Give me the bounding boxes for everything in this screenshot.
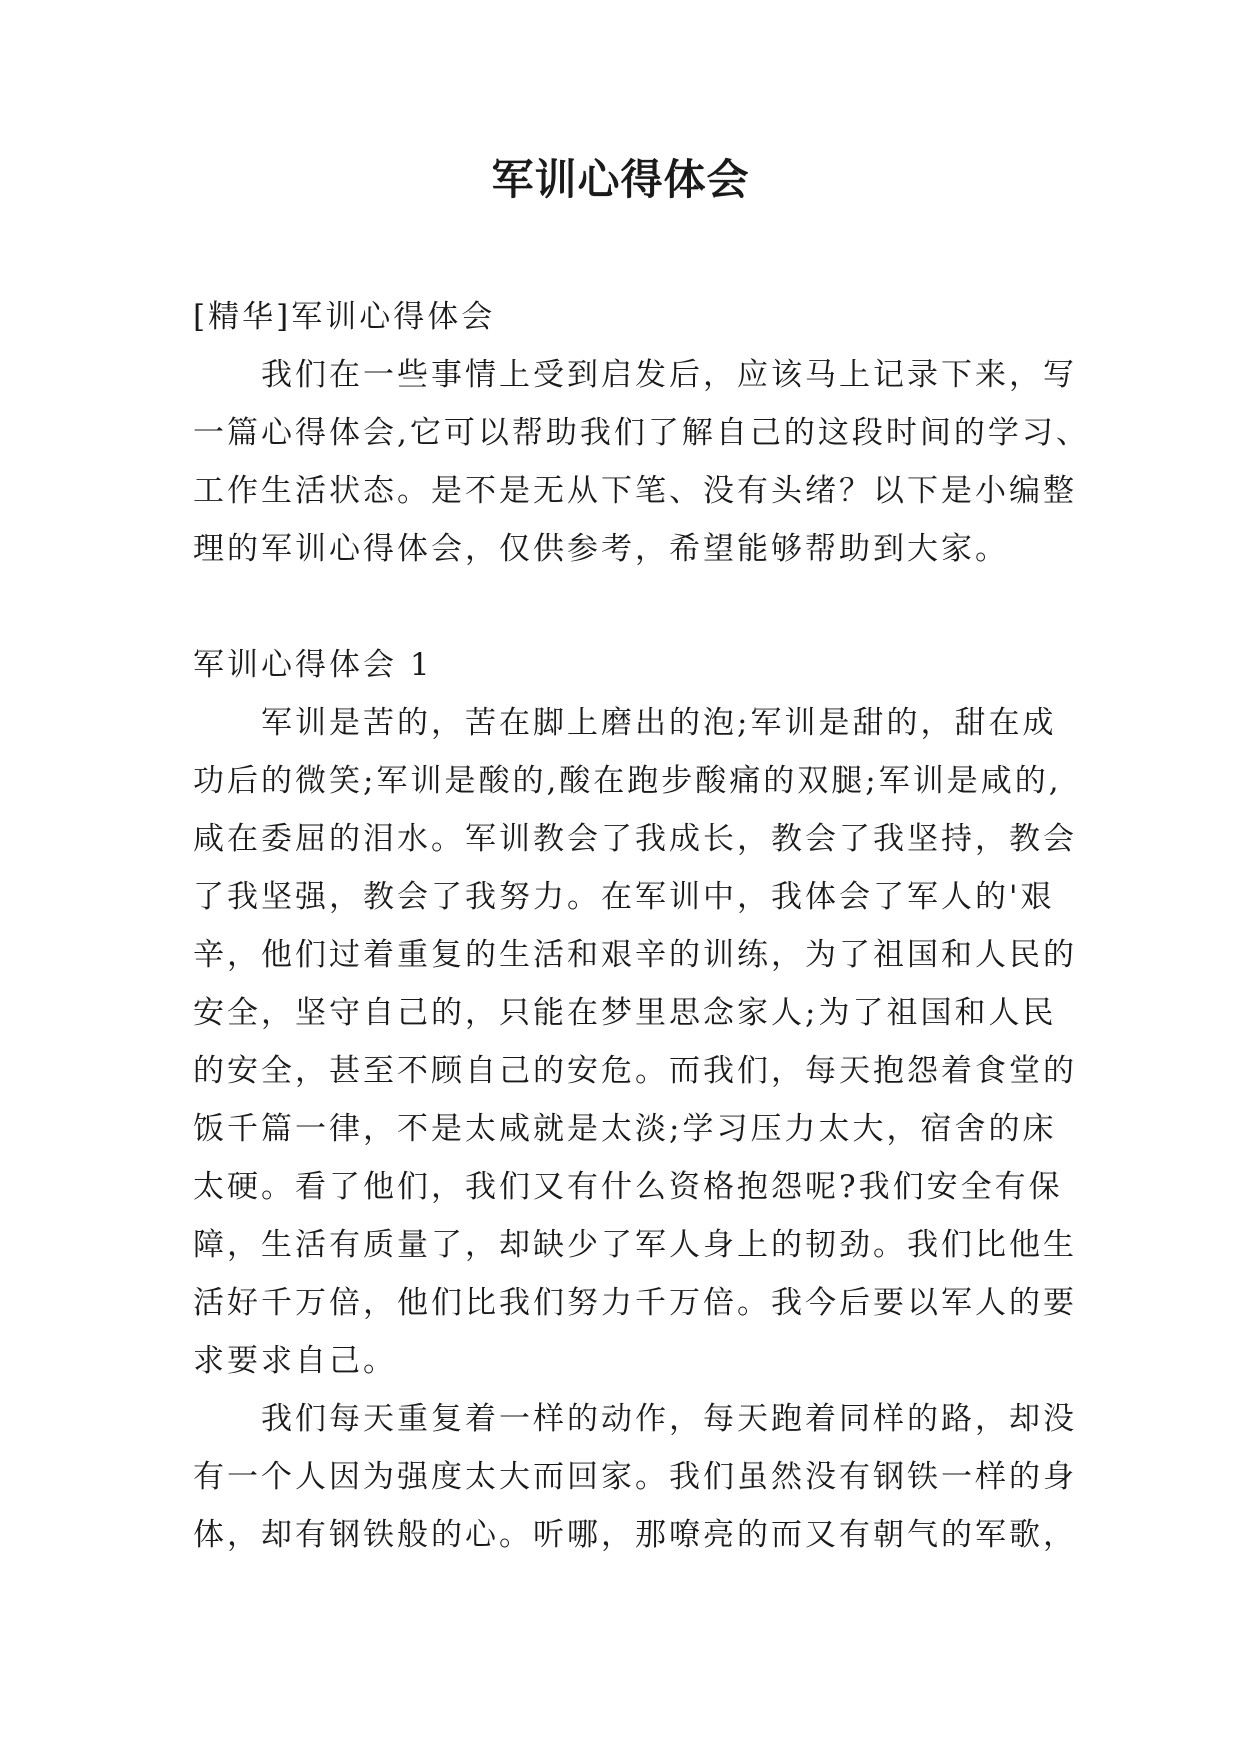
paragraph-line: 太硬。看了他们，我们又有什么资格抱怨呢?我们安全有保 [193, 1169, 1063, 1205]
paragraph-line: 的安全，甚至不顾自己的安危。而我们，每天抱怨着食堂的 [193, 1053, 1077, 1089]
paragraph-line: 一篇心得体会,它可以帮助我们了解自己的这段时间的学习、 [193, 415, 1090, 451]
paragraph-line: 安全，坚守自己的，只能在梦里思念家人;为了祖国和人民 [193, 995, 1057, 1031]
paragraph-line: 有一个人因为强度太大而回家。我们虽然没有钢铁一样的身 [193, 1459, 1077, 1495]
paragraph-line: 饭千篇一律，不是太咸就是太淡;学习压力太大，宿舍的床 [193, 1111, 1057, 1147]
paragraph-spacer [193, 578, 1053, 636]
paragraph-line: 我们每天重复着一样的动作，每天跑着同样的路，却没 [193, 1401, 1077, 1437]
document-title: 军训心得体会 [491, 155, 750, 204]
intro-paragraph [193, 346, 1090, 578]
paragraph-line: 我们在一些事情上受到启发后，应该马上记录下来，写 [193, 357, 1077, 393]
body-paragraph-1 [193, 694, 1077, 1390]
paragraph-line: 活好千万倍，他们比我们努力千万倍。我今后要以军人的要 [193, 1285, 1077, 1321]
paragraph-line: 求要求自己。 [193, 1343, 397, 1379]
paragraph-line: 体，却有钢铁般的心。听哪，那嘹亮的而又有朝气的军歌， [193, 1517, 1077, 1553]
paragraph-line: 理的军训心得体会，仅供参考，希望能够帮助到大家。 [193, 531, 1009, 567]
document-body [193, 288, 1090, 1564]
paragraph-line: 咸在委屈的泪水。军训教会了我成长，教会了我坚持，教会 [193, 821, 1077, 857]
paragraph-line: 辛，他们过着重复的生活和艰辛的训练，为了祖国和人民的 [193, 937, 1077, 973]
body-paragraph-2 [193, 1390, 1077, 1564]
paragraph-line: 障，生活有质量了，却缺少了军人身上的韧劲。我们比他生 [193, 1227, 1077, 1263]
document-subtitle: [精华]军训心得体会 [193, 299, 496, 335]
paragraph-line: 工作生活状态。是不是无从下笔、没有头绪？以下是小编整 [193, 473, 1077, 509]
paragraph-line: 了我坚强，教会了我努力。在军训中，我体会了军人的'艰 [193, 879, 1055, 915]
paragraph-line: 功后的微笑;军训是酸的,酸在跑步酸痛的双腿;军训是咸的, [193, 763, 1062, 799]
section-heading: 军训心得体会 1 [193, 647, 433, 683]
paragraph-line: 军训是苦的，苦在脚上磨出的泡;军训是甜的，甜在成 [193, 705, 1057, 741]
